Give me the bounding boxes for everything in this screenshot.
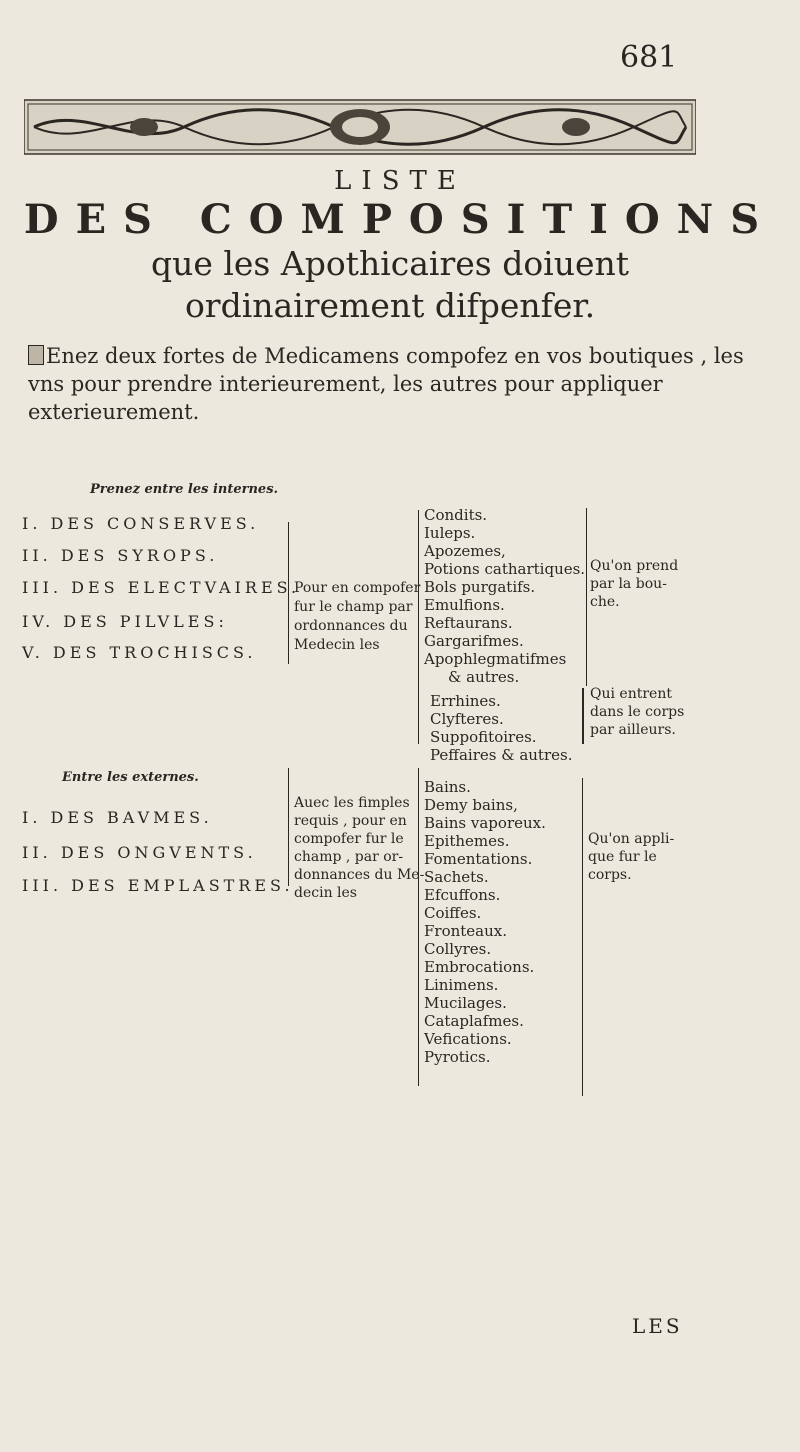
other-note-3: par ailleurs.: [590, 722, 676, 738]
prep-suppositoires: Suppofitoires.: [430, 728, 537, 746]
internes-compose-note-4: Medecin les: [294, 637, 380, 653]
prep-errhines: Errhines.: [430, 692, 501, 710]
brace-externes-preparations: [418, 768, 419, 1086]
internes-heading: Prenez entre les internes.: [90, 482, 279, 497]
prep-cataplasmes: Cataplafmes.: [424, 1012, 524, 1030]
brace-externes-categories: [288, 768, 289, 886]
externes-note-1: Qu'on appli-: [588, 831, 675, 847]
internes-compose-note-1: Pour en compofer: [294, 580, 421, 596]
drop-initial: [28, 345, 44, 365]
externes-compose-note-4: champ , par or-: [294, 849, 404, 865]
prep-escussons: Efcuffons.: [424, 886, 501, 904]
prep-bains: Bains.: [424, 778, 471, 796]
catchword: LES: [632, 1314, 683, 1338]
brace-internes-categories: [288, 522, 289, 664]
oral-note-2: par la bou-: [590, 576, 667, 592]
externes-compose-note-1: Auec les fimples: [294, 795, 410, 811]
category-electuaires: III. DES ELECTVAIRES.: [22, 578, 301, 597]
prep-potions: Potions cathartiques.: [424, 560, 586, 578]
prep-linimens: Linimens.: [424, 976, 499, 994]
brace-other-note: [582, 688, 584, 744]
prep-bols: Bols purgatifs.: [424, 578, 536, 596]
prep-clysteres: Clyfteres.: [430, 710, 504, 728]
prep-apozemes: Apozemes,: [424, 542, 506, 560]
prep-iuleps: Iuleps.: [424, 524, 476, 542]
intro-line-1: [28, 342, 748, 370]
other-note-2: dans le corps: [590, 704, 685, 720]
prep-collyres: Collyres.: [424, 940, 492, 958]
internes-compose-note-2: fur le champ par: [294, 599, 413, 615]
prep-pyrotics: Pyrotics.: [424, 1048, 491, 1066]
prep-fronteaux: Fronteaux.: [424, 922, 508, 940]
category-baumes: I. DES BAVMES.: [22, 808, 213, 827]
category-onguents: II. DES ONGVENTS.: [22, 843, 257, 862]
prep-sachets: Sachets.: [424, 868, 489, 886]
prep-condits: Condits.: [424, 506, 488, 524]
page-number: 681: [620, 40, 678, 75]
category-trochiscs: V. DES TROCHISCS.: [22, 643, 257, 662]
prep-restaurans: Reftaurans.: [424, 614, 513, 632]
decorative-headpiece: [24, 96, 696, 158]
internes-compose-note-3: ordonnances du: [294, 618, 408, 634]
prep-fomentations: Fomentations.: [424, 850, 533, 868]
externes-compose-note-6: decin les: [294, 885, 357, 901]
subtitle-line-1: que les Apothicaires doiuent: [150, 244, 630, 283]
prep-apophlegmatismes: Apophlegmatifmes: [424, 650, 567, 668]
list-title: LISTE: [334, 166, 466, 196]
main-title: DES COMPOSITIONS: [23, 196, 777, 243]
externes-compose-note-5: donnances du Me-: [294, 867, 425, 883]
prep-coiffes: Coiffes.: [424, 904, 482, 922]
externes-note-2: que fur le: [588, 849, 657, 865]
category-emplastres: III. DES EMPLASTRES.: [22, 876, 294, 895]
prep-mucilages: Mucilages.: [424, 994, 507, 1012]
externes-compose-note-3: compofer fur le: [294, 831, 404, 847]
externes-heading: Entre les externes.: [62, 770, 199, 785]
oral-note-1: Qu'on prend: [590, 558, 679, 574]
oral-note-3: che.: [590, 594, 620, 610]
prep-vesications: Vefications.: [424, 1030, 512, 1048]
prep-autres: & autres.: [448, 668, 520, 686]
category-conserves: I. DES CONSERVES.: [22, 514, 260, 533]
intro-text-1: Enez deux fortes de Medicamens compofez en vos boutiques , les: [46, 344, 744, 368]
prep-pessaires: Peffaires & autres.: [430, 746, 573, 764]
prep-demy-bains: Demy bains,: [424, 796, 518, 814]
other-note-1: Qui entrent: [590, 686, 672, 702]
prep-emulsions: Emulfions.: [424, 596, 505, 614]
category-pilules: IV. DES PILVLES:: [22, 612, 228, 631]
externes-compose-note-2: requis , pour en: [294, 813, 407, 829]
brace-oral-preparations: [418, 510, 419, 744]
prep-epithemes: Epithemes.: [424, 832, 510, 850]
brace-oral-note: [586, 508, 587, 686]
brace-externes-note: [582, 778, 583, 1096]
prep-bains-vaporeux: Bains vaporeux.: [424, 814, 546, 832]
intro-line-2: vns pour prendre interieurement, les autres pour appliquer exterieurement.: [28, 372, 663, 424]
prep-gargarismes: Gargarifmes.: [424, 632, 524, 650]
subtitle-line-2: ordinairement difpenfer.: [184, 286, 596, 325]
prep-embrocations: Embrocations.: [424, 958, 535, 976]
externes-note-3: corps.: [588, 867, 632, 883]
category-syrops: II. DES SYROPS.: [22, 546, 219, 565]
